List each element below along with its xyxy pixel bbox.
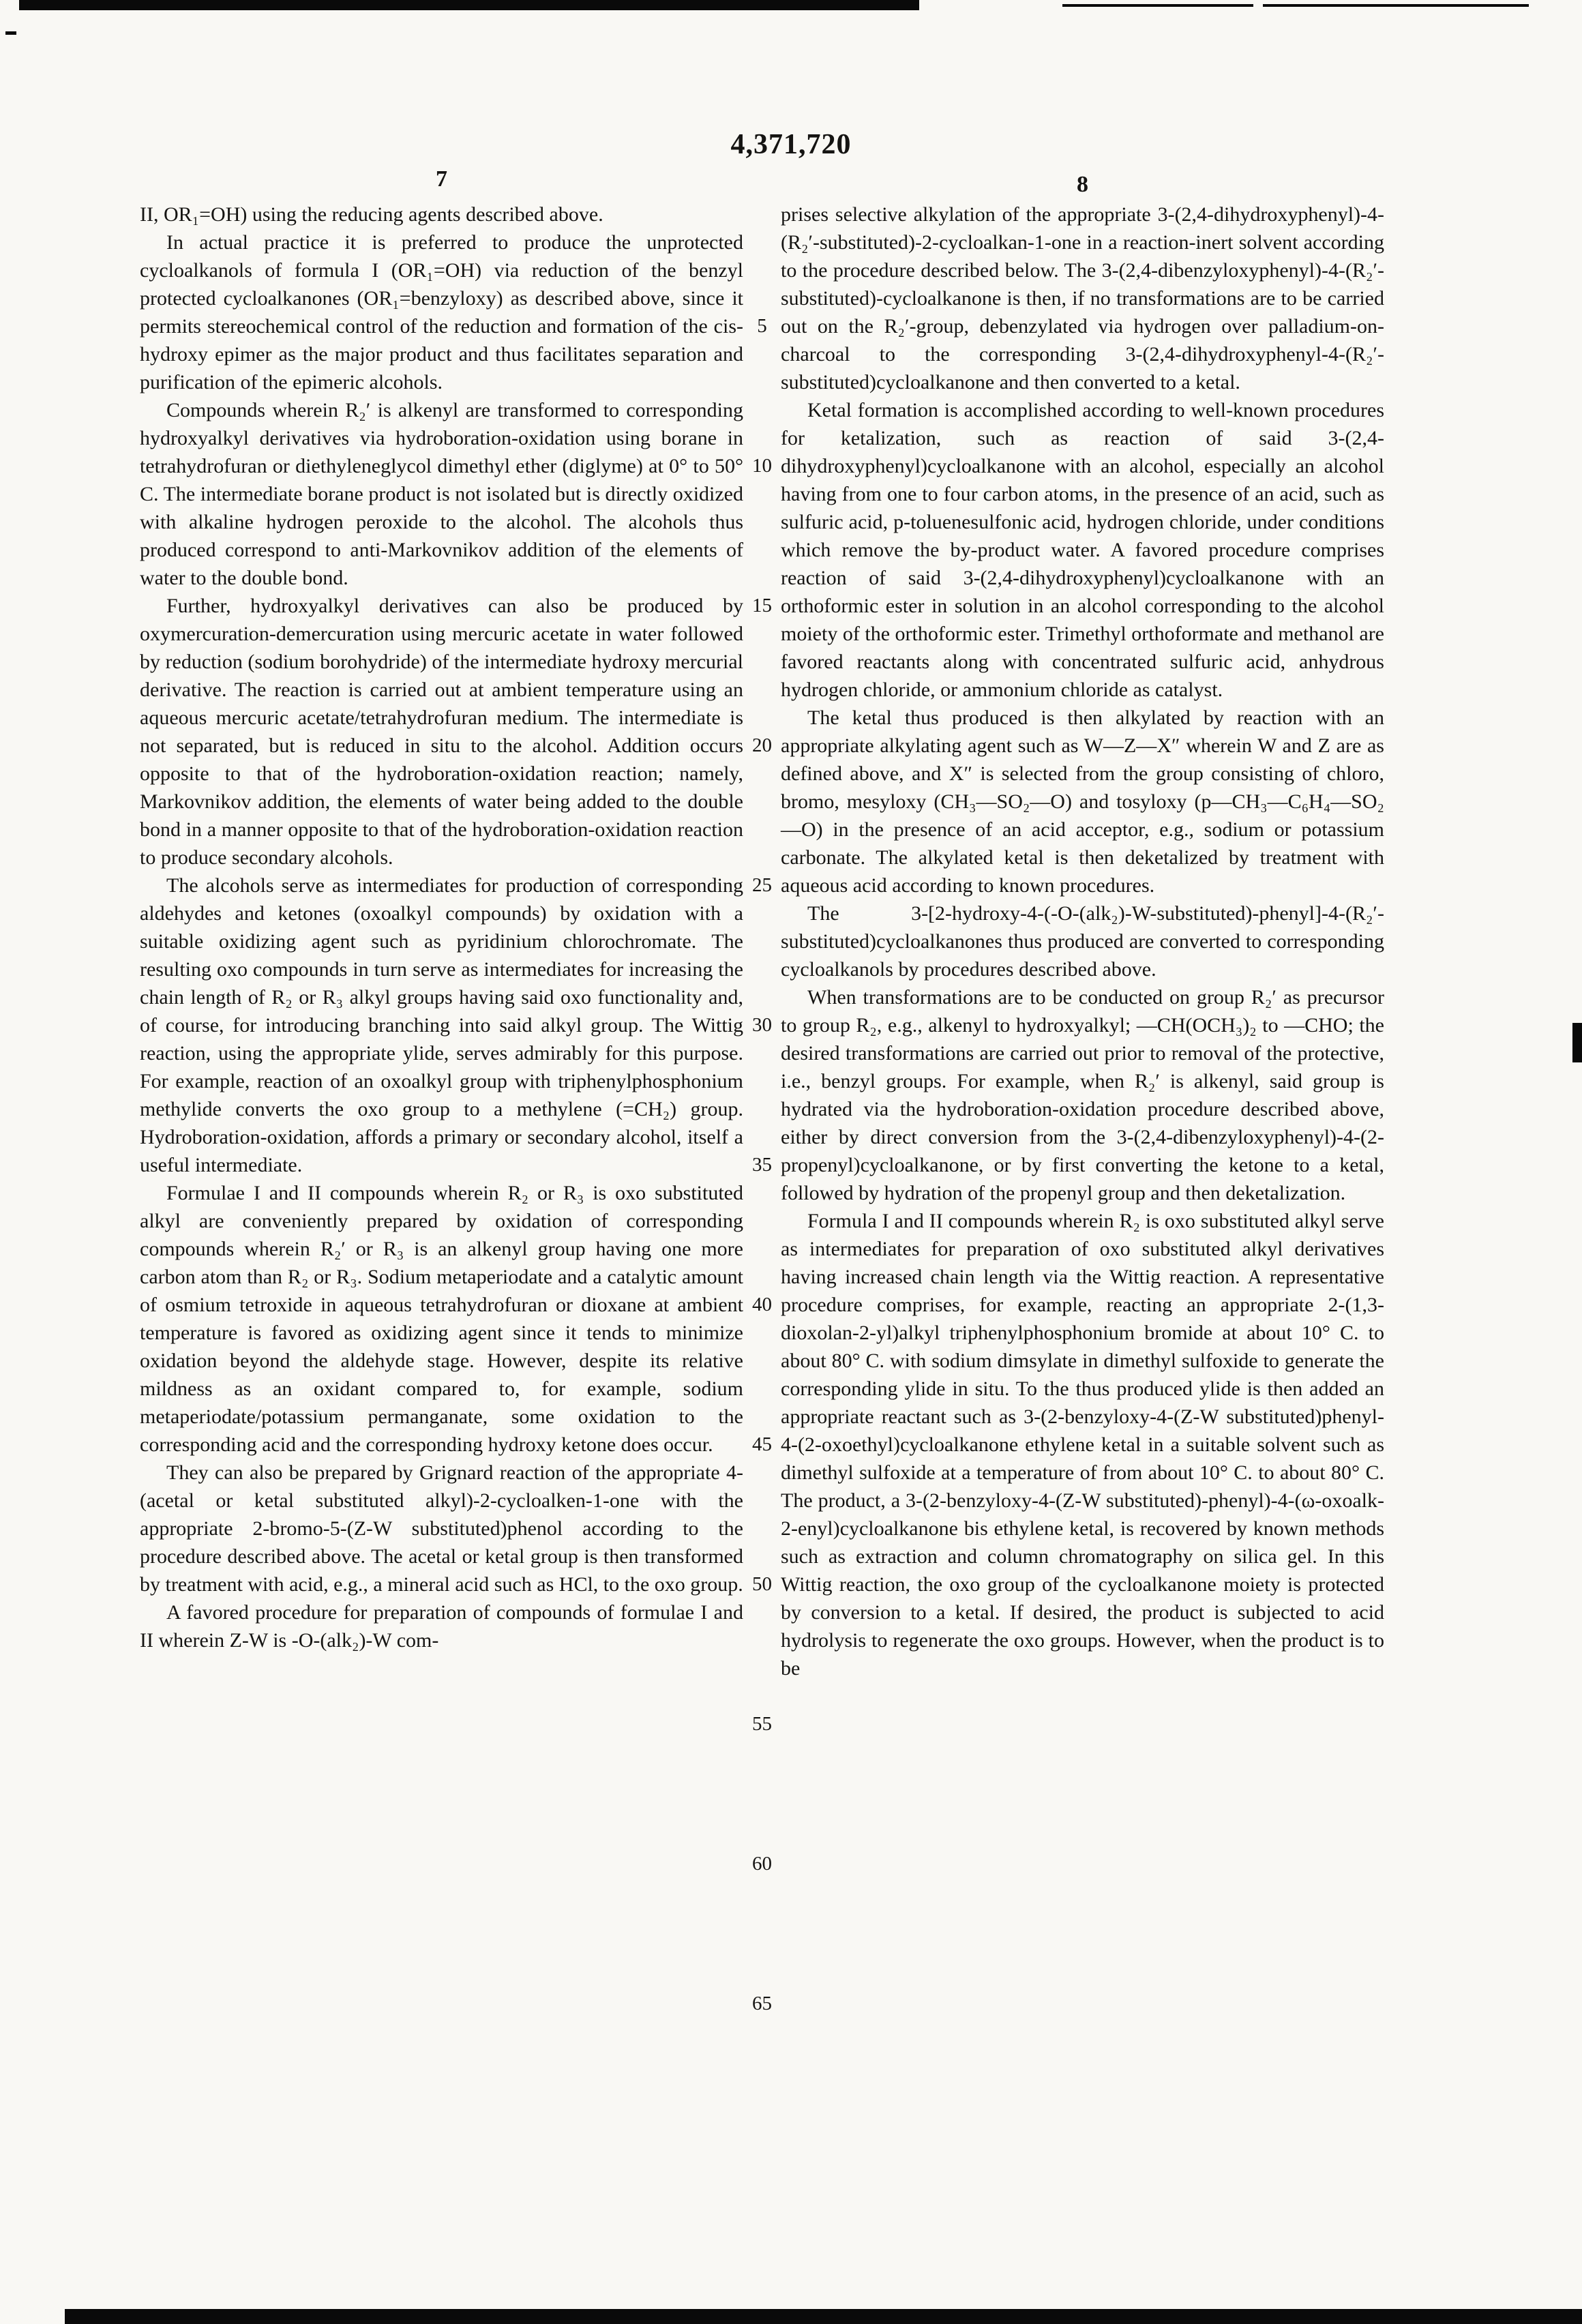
page-body (140, 200, 1384, 2014)
paragraph: Formula I and II compounds wherein R₂ is oxo substituted alkyl serve as intermediates for preparation of oxo substituted alkyl derivatives having increased chain length via the Wittig reaction. A representative procedure comprises, for example, reacting an appropriate 2-(1,3-dioxolan-2-yl)alkyl triphenylphosphonium bromide at about 10° C. to about 80° C. with sodium dimsylate in dimethyl sulfoxide to generate the corresponding ylide in situ. To the thus produced ylide is then added an appropriate reactant such as 3-(2-benzyloxy-4-(Z-W substituted)phenyl-4-(2-oxoethyl)cycloalkanone ethylene ketal in a suitable solvent such as dimethyl sulfoxide at a temperature of from about 10° C. to about 80° C. The product, a 3-(2-benzyloxy-4-(Z-W substituted)-phenyl)-4-(ω-oxoalk-2-enyl)cycloalkanone bis ethylene ketal, is recovered by known methods such as extraction and column chromatography on silica gel. In this Wittig reaction, the oxo group of the cycloalkanone moiety is protected by conversion to a ketal. If desired, the product is subjected to acid hydrolysis to regenerate the oxo groups. However, when the product is to be (781, 1210, 1384, 1680)
paragraph: prises selective alkylation of the appropriate 3-(2,4-dihydroxyphenyl)-4-(R₂′-substituted)-2-cycloalkan-1-one in a reaction-inert solvent according to the procedure described below. The 3-(2,4-dibenzyloxyphenyl)-4-(R₂′-substituted)-cycloalkanone is then, if no transformations are to be carried out on the R₂′-group, debenzylated via hydrogen over palladium-on-charcoal to the corresponding 3-(2,4-dihydroxyphenyl-4-(R₂′-substituted)cycloalkanone and then converted to a ketal. (781, 203, 1384, 393)
line-number: 55 (752, 1713, 772, 1735)
patent-number: 4,371,720 (730, 129, 852, 160)
paragraph: Compounds wherein R₂′ is alkenyl are transformed to corresponding hydroxyalkyl derivatives via hydroboration-oxidation using borane in tetrahydrofuran or diethyleneglycol dimethyl ether (diglyme) at 0° to 50° C. The intermediate borane product is not isolated but is directly oxidized with alkaline hydrogen peroxide to the alcohol. The alcohols thus produced correspond to anti-Markovnikov addition of the elements of water to the double bond. (140, 399, 743, 589)
left-column (140, 200, 743, 1654)
line-number: 65 (752, 1993, 772, 2014)
paragraph: When transformations are to be conducted on group R₂′ as precursor to group R₂, e.g., alkenyl to hydroxyalkyl; —CH(OCH₃)₂ to —CHO; the desired transformations are carried out prior to removal of the protective, i.e., benzyl groups. For example, when R₂′ is alkenyl, said group is hydrated via the hydroboration-oxidation procedure described above, either by direct conversion from the 3-(2,4-dibenzyloxyphenyl)-4-(2-propenyl)cycloalkanone, or by first converting the ketone to a ketal, followed by hydration of the propenyl group and then deketalization. (781, 986, 1384, 1204)
scan-artifact-bottom-bar (65, 2309, 1582, 2324)
scan-artifact-edge-mark (1572, 1023, 1582, 1062)
line-number: 5 (757, 315, 767, 337)
line-number: 25 (752, 874, 772, 896)
scan-artifact-top-line (1263, 4, 1529, 7)
paragraph: Ketal formation is accomplished according to well-known procedures for ketalization, such as reaction of said 3-(2,4-dihydroxyphenyl)cycloalkanone with an alcohol, especially an alcohol having from one to four carbon atoms, in the presence of an acid, such as sulfuric acid, p-toluenesulfonic acid, hydrogen chloride, under conditions which remove the by-product water. A favored procedure comprises reaction of said 3-(2,4-dihydroxyphenyl)cycloalkanone with an orthoformic ester in solution in an alcohol corresponding to the alcohol moiety of the orthoformic ester. Trimethyl orthoformate and methanol are favored reactants along with concentrated sulfuric acid, anhydrous hydrogen chloride, or ammonium chloride as catalyst. (781, 399, 1384, 701)
right-column (781, 200, 1384, 1682)
scan-artifact-top-line (1062, 4, 1253, 7)
scan-artifact-dash (5, 31, 16, 35)
line-number: 20 (752, 734, 772, 756)
left-column-number: 7 (436, 166, 447, 192)
line-number: 35 (752, 1154, 772, 1176)
line-number: 50 (752, 1573, 772, 1595)
paragraph: Formulae I and II compounds wherein R₂ or R₃ is oxo substituted alkyl are conveniently prepared by oxidation of corresponding compounds wherein R₂′ or R₃ is an alkenyl group having one more carbon atom than R₂ or R₃. Sodium metaperiodate and a catalytic amount of osmium tetroxide in aqueous tetrahydrofuran or dioxane at ambient temperature is favored as oxidizing agent since it tends to minimize oxidation beyond the aldehyde stage. However, despite its relative mildness as an oxidant compared to, for example, sodium metaperiodate/potassium permanganate, some oxidation to the corresponding acid and the corresponding hydroxy ketone does occur. (140, 1182, 743, 1456)
paragraph: Further, hydroxyalkyl derivatives can also be produced by oxymercuration-demercuration using mercuric acetate in water followed by reduction (sodium borohydride) of the intermediate hydroxy mercurial derivative. The reaction is carried out at ambient temperature using an aqueous mercuric acetate/tetrahydrofuran medium. The intermediate is not separated, but is reduced in situ to the alcohol. Addition occurs opposite to that of the hydroboration-oxidation reaction; namely, Markovnikov addition, the elements of water being added to the double bond in a manner opposite to that of the hydroboration-oxidation reaction to produce secondary alcohols. (140, 595, 743, 869)
scan-artifact-dash (240, 8, 359, 10)
line-number: 10 (752, 455, 772, 477)
paragraph: In actual practice it is preferred to produce the unprotected cycloalkanols of formula I (OR₁=OH) via reduction of the benzyl protected cycloalkanones (OR₁=benzyloxy) as described above, since it permits stereochemical control of the reduction and formation of the cis-hydroxy epimer as the major product and thus facilitates separation and purification of the epimeric alcohols. (140, 231, 743, 393)
paragraph: They can also be prepared by Grignard reaction of the appropriate 4-(acetal or ketal substituted alkyl)-2-cycloalken-1-one with the appropriate 2-bromo-5-(Z-W substituted)phenol according to the procedure described above. The acetal or ketal group is then transformed by treatment with acid, e.g., a mineral acid such as HCl, to the oxo group. (140, 1461, 743, 1596)
line-number: 40 (752, 1294, 772, 1315)
right-column-number: 8 (1077, 172, 1088, 197)
paragraph: The 3-[2-hydroxy-4-(-O-(alk₂)-W-substituted)-phenyl]-4-(R₂′-substituted)cycloalkanones thus produced are converted to corresponding cycloalkanols by procedures described above. (781, 902, 1384, 981)
paragraph: A favored procedure for preparation of compounds of formulae I and II wherein Z-W is -O-(alk₂)-W com- (140, 1601, 743, 1652)
line-number: 45 (752, 1433, 772, 1455)
paragraph: II, OR₁=OH) using the reducing agents described above. (140, 203, 603, 226)
line-number: 60 (752, 1853, 772, 1875)
line-number: 15 (752, 595, 772, 616)
paragraph: The alcohols serve as intermediates for production of corresponding aldehydes and ketones (oxoalkyl compounds) by oxidation with a suitable oxidizing agent such as pyridinium chlorochromate. The resulting oxo compounds in turn serve as intermediates for increasing the chain length of R₂ or R₃ alkyl groups having said oxo functionality and, of course, for introducing branching into said alkyl group. The Wittig reaction, using the appropriate ylide, serves admirably for this purpose. For example, reaction of an oxoalkyl group with triphenylphosphonium methylide converts the oxo group to a methylene (=CH₂) group. Hydroboration-oxidation, affords a primary or secondary alcohol, itself a useful intermediate. (140, 874, 743, 1176)
paragraph: The ketal thus produced is then alkylated by reaction with an appropriate alkylating agent such as W—Z—X″ wherein W and Z are as defined above, and X″ is selected from the group consisting of chloro, bromo, mesyloxy (CH₃—SO₂—O) and tosyloxy (p—CH₃—C₆H₄—SO₂—O) in the presence of an acid acceptor, e.g., sodium or potassium carbonate. The alkylated ketal is then deketalized by treatment with aqueous acid according to known procedures. (781, 706, 1384, 897)
line-number-gutter (743, 200, 781, 2014)
line-number: 30 (752, 1014, 772, 1036)
scan-artifact-top-bar (19, 0, 919, 10)
